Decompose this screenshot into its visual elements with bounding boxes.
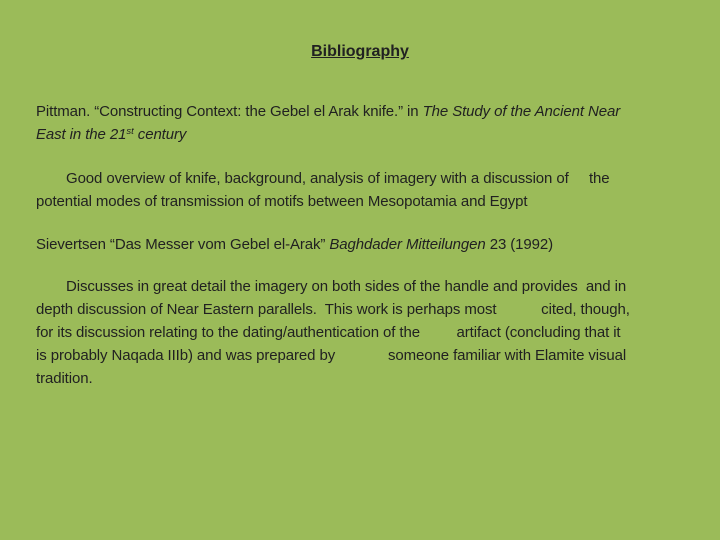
text-line: [36, 344, 684, 367]
text-line: [36, 298, 684, 321]
text-line: [36, 167, 684, 190]
text-segment: Discusses in great detail the imagery on both sides of the handle and provides and in: [66, 278, 627, 295]
entry-sievertsen: [36, 233, 684, 256]
text-line: [36, 275, 684, 298]
slide-title: [0, 40, 720, 63]
text-segment: depth discussion of Near Eastern parallels. This work is perhaps most cited, though,: [36, 301, 630, 318]
text-line: [36, 321, 684, 344]
text-line: [36, 190, 684, 213]
text-segment-italic: century: [133, 126, 187, 143]
entry-pittman: [36, 100, 684, 148]
note-pittman: [36, 167, 684, 213]
text-segment: is probably Naqada IIIb) and was prepared by someone familiar with Elamite visual: [36, 347, 627, 364]
text-segment-italic: East in the 21: [36, 126, 127, 143]
slide-title-text: Bibliography: [311, 43, 409, 60]
text-line: [36, 233, 684, 256]
text-segment-italic: The Study of the Ancient Near: [422, 103, 621, 120]
note-sievertsen: [36, 275, 684, 390]
text-segment-italic: Baghdader Mitteilungen: [329, 236, 486, 253]
text-segment: Good overview of knife, background, analysis of imagery with a discussion of the: [66, 170, 610, 187]
text-line: [36, 367, 684, 390]
text-segment: Pittman. “Constructing Context: the Gebel el Arak knife.” in: [36, 103, 423, 120]
text-segment: tradition.: [36, 370, 93, 387]
text-segment: Sievertsen “Das Messer vom Gebel el-Arak”: [36, 236, 330, 253]
text-segment: for its discussion relating to the dating/authentication of the artifact (concluding that it: [36, 324, 621, 341]
text-line: [36, 123, 684, 148]
superscript-ordinal: st: [126, 126, 134, 137]
text-segment: potential modes of transmission of motifs between Mesopotamia and Egypt: [36, 193, 528, 210]
text-segment: 23 (1992): [485, 236, 554, 253]
text-line: [36, 100, 684, 123]
